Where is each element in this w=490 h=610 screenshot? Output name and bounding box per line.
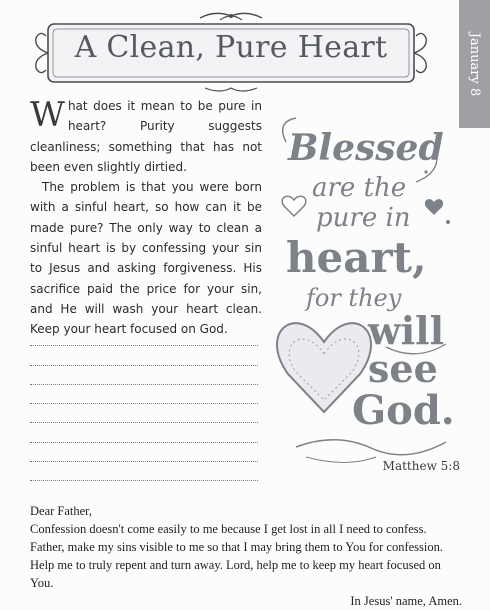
prayer-body: Confession doesn't come easily to me because I get lost in all I need to confess. Father, make my sins visible to me so that I may bring them to You for confession. Help me to truly repent and turn away. Lord, help me to keep my heart focused on You. bbox=[30, 522, 443, 590]
prayer-closing: In Jesus' name, Amen. bbox=[350, 594, 462, 608]
verse-word: Blessed bbox=[288, 127, 444, 169]
small-heart-icon-right bbox=[425, 199, 443, 215]
title-banner bbox=[30, 8, 432, 94]
verse-word: heart, bbox=[286, 233, 427, 282]
devotion-text bbox=[30, 96, 262, 340]
verse-reference: Matthew 5:8 bbox=[382, 459, 460, 473]
verse-word: see bbox=[368, 346, 438, 391]
prayer bbox=[30, 502, 462, 610]
journal-line[interactable] bbox=[30, 423, 258, 442]
journal-line[interactable] bbox=[30, 346, 258, 365]
drop-cap: W bbox=[30, 95, 65, 135]
journal-line[interactable] bbox=[30, 404, 258, 423]
paragraph-1-text: hat does it mean to be pure in heart? Purity suggests cleanliness; something that has not been even slightly dirtied. bbox=[30, 99, 262, 174]
verse-word: God. bbox=[352, 387, 455, 434]
journal-lines[interactable] bbox=[30, 327, 258, 481]
date-tab-label-wrap bbox=[459, 0, 490, 128]
verse-word: are the bbox=[312, 173, 407, 203]
verse-word: will bbox=[368, 308, 445, 353]
verse-art-canvas bbox=[276, 112, 466, 492]
devotion-paragraph-1 bbox=[30, 96, 262, 177]
verse-word: for they bbox=[306, 284, 402, 312]
verse-art bbox=[276, 112, 466, 492]
small-heart-icon bbox=[282, 196, 306, 216]
journal-line[interactable] bbox=[30, 462, 258, 481]
journal-line[interactable] bbox=[30, 327, 258, 346]
prayer-salutation: Dear Father, bbox=[30, 504, 92, 518]
date-tab-label: January 8 bbox=[467, 32, 483, 96]
journal-line[interactable] bbox=[30, 443, 258, 462]
verse-word: pure in bbox=[316, 203, 411, 233]
page-title: A Clean, Pure Heart bbox=[74, 30, 388, 65]
devotion-paragraph-2: The problem is that you were born with a sinful heart, so how can it be made pure? The only way to clean a sinful heart is by confessing your sin to Jesus and asking forgiveness. His sacrifice paid the price for your sin, and He will wash your heart clean. Keep your heart focused on God. bbox=[30, 180, 262, 337]
journal-line[interactable] bbox=[30, 385, 258, 404]
journal-line[interactable] bbox=[30, 366, 258, 385]
